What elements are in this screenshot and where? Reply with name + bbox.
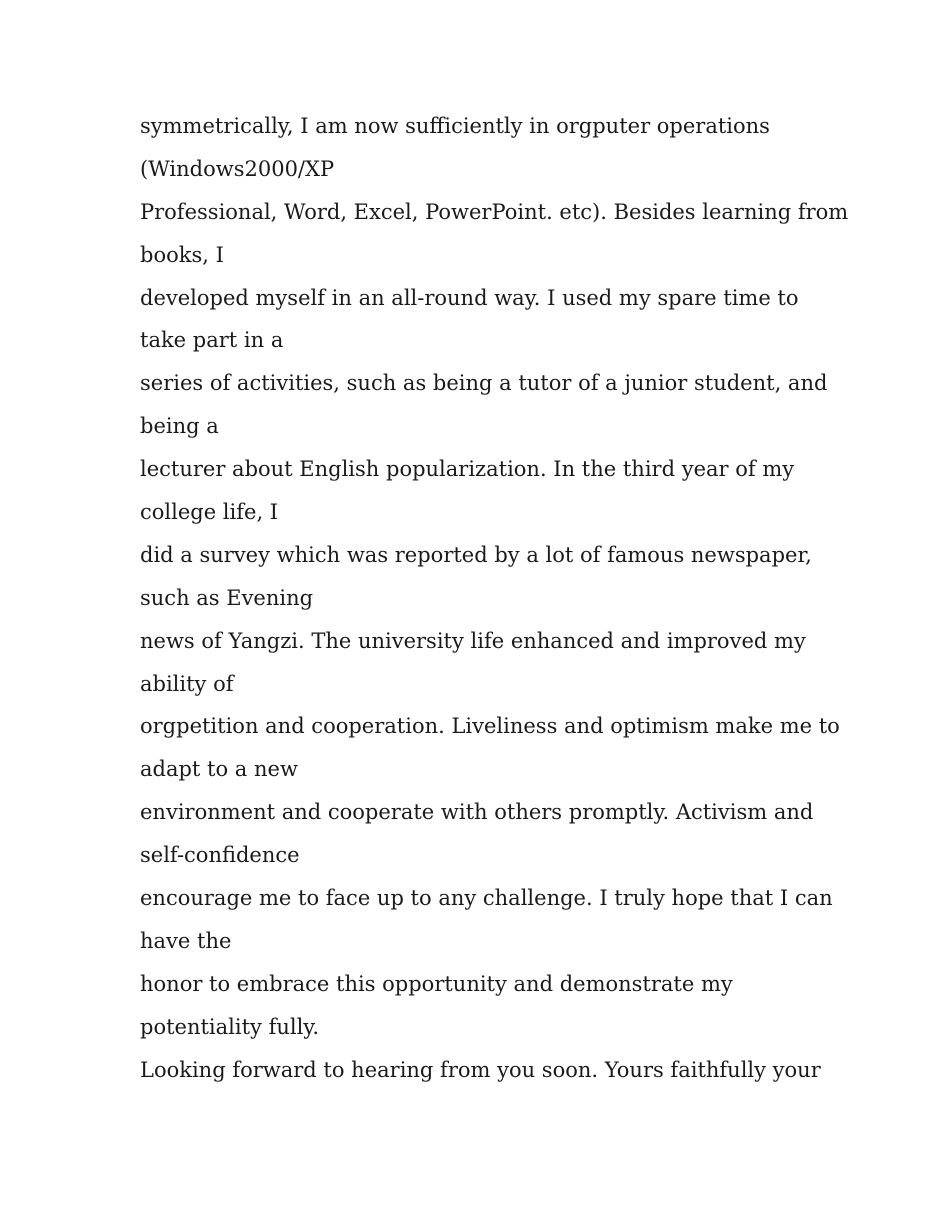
text-line: (Windows2000/XP	[140, 156, 335, 181]
text-line: lecturer about English popularization. In the third year of my	[140, 457, 795, 482]
text-line: honor to embrace this opportunity and demonstrate my	[140, 971, 733, 996]
text-line: take part in a	[140, 328, 284, 353]
text-line: potentiality fully.	[140, 1014, 320, 1039]
text-line: symmetrically, I am now sufficiently in orgputer operations	[140, 114, 770, 138]
text-line: news of Yangzi. The university life enhanced and improved my	[140, 628, 806, 653]
text-line: being a	[140, 414, 219, 439]
text-line: did a survey which was reported by a lot of famous newspaper,	[140, 542, 812, 567]
document-body	[140, 105, 849, 1091]
text-line: adapt to a new	[140, 757, 298, 782]
text-line: orgpetition and cooperation. Liveliness and optimism make me to	[140, 714, 840, 739]
text-line: developed myself in an all-round way. I used my spare time to	[140, 285, 799, 310]
text-line: such as Evening	[140, 585, 314, 610]
text-line: books, I	[140, 242, 224, 267]
text-line: have the	[140, 928, 232, 953]
text-line: self-confidence	[140, 843, 300, 868]
text-line: ability of	[140, 671, 234, 696]
text-line: college life, I	[140, 500, 279, 525]
text-line: Professional, Word, Excel, PowerPoint. etc). Besides learning from	[140, 199, 849, 224]
text-line: Looking forward to hearing from you soon. Yours faithfully your	[140, 1057, 821, 1082]
text-line: encourage me to face up to any challenge. I truly hope that I can	[140, 886, 833, 911]
text-line: series of activities, such as being a tutor of a junior student, and	[140, 371, 828, 396]
text-line: environment and cooperate with others promptly. Activism and	[140, 800, 814, 825]
